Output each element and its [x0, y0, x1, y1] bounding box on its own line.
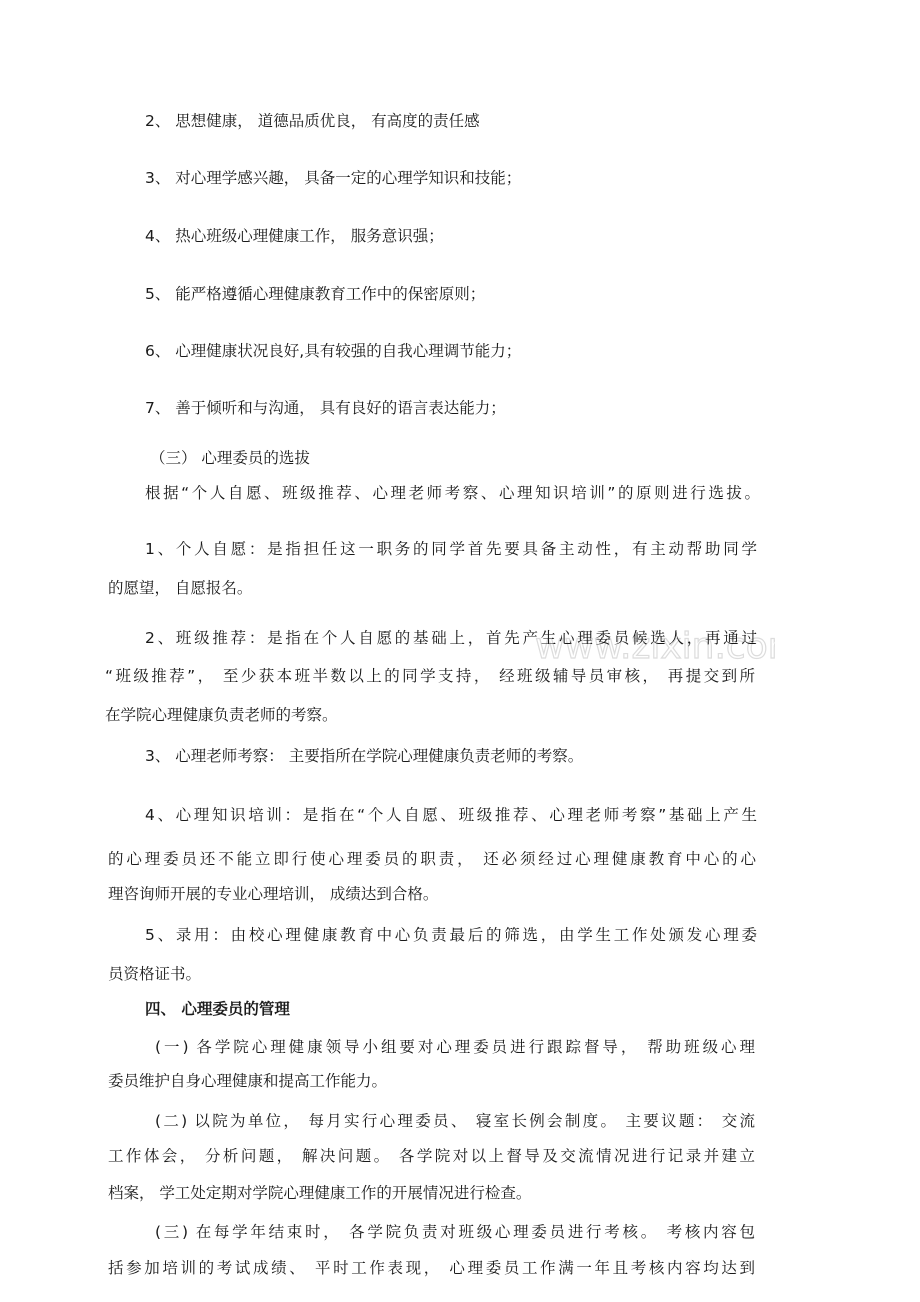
management-item-2-line-1: (二) 以院为单位， 每月实行心理委员、 寝室长例会制度。 主要议题： 交流	[155, 1112, 755, 1130]
selection-intro: 根据“个人自愿、班级推荐、心理老师考察、心理知识培训”的原则进行选拔。	[145, 484, 760, 502]
management-item-3-line-1: (三) 在每学年结束时， 各学院负责对班级心理委员进行考核。 考核内容包	[155, 1223, 755, 1241]
selection-step-3: 3、 心理老师考察： 主要指所在学院心理健康负责老师的考察。	[145, 747, 584, 765]
management-item-3-line-2: 括参加培训的考试成绩、 平时工作表现， 心理委员工作满一年且考核内容均达到	[108, 1259, 755, 1277]
selection-step-1-line-1: 1、个人自愿：是指担任这一职务的同学首先要具备主动性，有主动帮助同学	[145, 540, 757, 558]
section-heading-management: 四、 心理委员的管理	[145, 1000, 290, 1018]
selection-step-2-line-1: 2、班级推荐：是指在个人自愿的基础上，首先产生心理委员候选人，再通过	[145, 629, 757, 647]
selection-step-4-line-1: 4、心理知识培训：是指在“个人自愿、班级推荐、心理老师考察”基础上产生	[145, 806, 757, 824]
management-item-1-line-2: 委员维护自身心理健康和提高工作能力。	[108, 1072, 388, 1090]
selection-step-5-line-2: 员资格证书。	[108, 965, 202, 983]
section-heading-selection: （三） 心理委员的选拔	[150, 449, 310, 467]
selection-step-4-line-2: 的心理委员还不能立即行使心理委员的职责， 还必须经过心理健康教育中心的心	[108, 850, 756, 868]
requirement-item-5: 5、 能严格遵循心理健康教育工作中的保密原则；	[145, 285, 486, 303]
selection-step-1-line-2: 的愿望， 自愿报名。	[108, 579, 253, 597]
management-item-2-line-3: 档案， 学工处定期对学院心理健康工作的开展情况进行检查。	[108, 1184, 532, 1202]
management-item-1-line-1: (一) 各学院心理健康领导小组要对心理委员进行跟踪督导， 帮助班级心理	[155, 1038, 755, 1056]
requirement-item-3: 3、 对心理学感兴趣， 具备一定的心理学知识和技能；	[145, 169, 522, 187]
requirement-item-4: 4、 热心班级心理健康工作， 服务意识强；	[145, 227, 444, 245]
selection-step-4-line-3: 理咨询师开展的专业心理培训， 成绩达到合格。	[108, 885, 439, 903]
selection-step-2-line-3: 在学院心理健康负责老师的考察。	[105, 706, 338, 724]
watermark-text: www.zixin.co	[535, 626, 768, 667]
requirement-item-2: 2、 思想健康， 道德品质优良， 有高度的责任感	[145, 112, 480, 130]
requirement-item-7: 7、 善于倾听和与沟通， 具有良好的语言表达能力；	[145, 399, 506, 417]
requirement-item-6: 6、 心理健康状况良好,具有较强的自我心理调节能力；	[145, 342, 522, 360]
management-item-2-line-2: 工作体会， 分析问题， 解决问题。 各学院对以上督导及交流情况进行记录并建立	[108, 1147, 755, 1165]
selection-step-5-line-1: 5、录用：由校心理健康教育中心负责最后的筛选，由学生工作处颁发心理委	[145, 926, 757, 944]
selection-step-2-line-2: “班级推荐”， 至少获本班半数以上的同学支持， 经班级辅导员审核， 再提交到所	[105, 667, 755, 685]
